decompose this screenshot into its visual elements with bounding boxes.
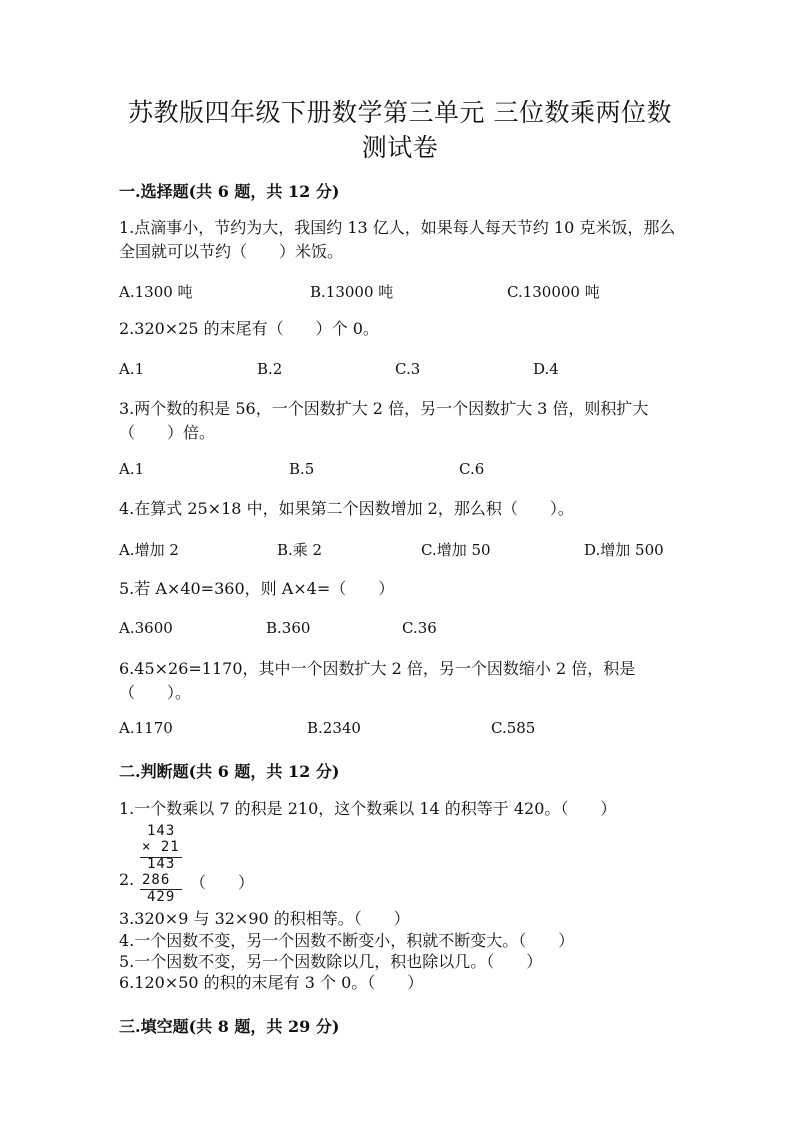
- exam-title-line2: 测试卷: [361, 133, 439, 162]
- s1-q1-option-c: C.130000 吨: [507, 283, 600, 301]
- s1-q4-option-b: B.乘 2: [277, 541, 323, 559]
- s1-question-6: 6.45×26=1170，其中一个因数扩大 2 倍，另一个因数缩小 2 倍，积是（ ）。: [119, 659, 636, 702]
- math-row-multiplicand: 143: [147, 823, 176, 839]
- s2-question-6: 6.120×50 的积的末尾有 3 个 0。（ ）: [119, 973, 424, 992]
- s1-q6-option-a: A.1170: [119, 719, 173, 737]
- s1-q4-option-a: A.增加 2: [119, 541, 179, 559]
- s2-question-2-label: 2.: [119, 870, 135, 889]
- s1-question-3: 3.两个数的积是 56，一个因数扩大 2 倍，另一个因数扩大 3 倍，则积扩大（ ）倍。: [119, 399, 649, 442]
- s1-q4-option-c: C.增加 50: [421, 541, 491, 559]
- math-row-partial-1: 143: [147, 856, 176, 872]
- s2-question-3: 3.320×9 与 32×90 的积相等。（ ）: [119, 909, 410, 928]
- s1-q2-option-d: D.4: [533, 360, 559, 378]
- s1-q1-option-a: A.1300 吨: [119, 283, 193, 301]
- exam-title-line1: 苏教版四年级下册数学第三单元 三位数乘两位数: [128, 98, 672, 127]
- s1-question-1: 1.点滴事小，节约为大，我国约 13 亿人，如果每人每天节约 10 克米饭，那么全国就可以节约（ ）米饭。: [119, 218, 676, 261]
- s1-question-5: 5.若 A×40=360，则 A×4=（ ）: [119, 579, 395, 598]
- s1-q5-option-c: C.36: [402, 619, 437, 637]
- section-1-heading: 一.选择题(共 6 题，共 12 分): [119, 182, 340, 201]
- s1-q2-option-b: B.2: [257, 360, 283, 378]
- s2-question-2-blank: （ ）: [190, 873, 255, 892]
- section-3-heading: 三.填空题(共 8 题，共 29 分): [119, 1017, 340, 1036]
- s1-q5-option-b: B.360: [266, 619, 311, 637]
- s1-question-2: 2.320×25 的末尾有（ ）个 0。: [119, 319, 379, 338]
- math-row-multiplier: × 21: [142, 839, 180, 855]
- s1-q3-option-c: C.6: [459, 460, 485, 478]
- s1-q6-option-b: B.2340: [307, 719, 361, 737]
- s1-q5-option-a: A.3600: [119, 619, 173, 637]
- s1-q3-option-b: B.5: [289, 460, 315, 478]
- s1-q3-option-a: A.1: [119, 460, 145, 478]
- s1-q2-option-c: C.3: [395, 360, 421, 378]
- s2-question-5: 5.一个因数不变，另一个因数除以几，积也除以几。（ ）: [119, 952, 543, 971]
- s2-question-4: 4.一个因数不变，另一个因数不断变小，积就不断变大。（ ）: [119, 931, 575, 950]
- s2-question-1: 1.一个数乘以 7 的积是 210，这个数乘以 14 的积等于 420。（ ）: [119, 799, 617, 818]
- section-2-heading: 二.判断题(共 6 题，共 12 分): [119, 762, 340, 781]
- math-row-partial-2: 286: [142, 872, 171, 888]
- s1-q1-option-b: B.13000 吨: [310, 283, 394, 301]
- s1-q2-option-a: A.1: [119, 360, 145, 378]
- s1-question-4: 4.在算式 25×18 中，如果第二个因数增加 2，那么积（ ）。: [119, 499, 574, 518]
- s1-q6-option-c: C.585: [491, 719, 536, 737]
- math-row-product: 429: [147, 889, 176, 905]
- s1-q4-option-d: D.增加 500: [584, 541, 664, 559]
